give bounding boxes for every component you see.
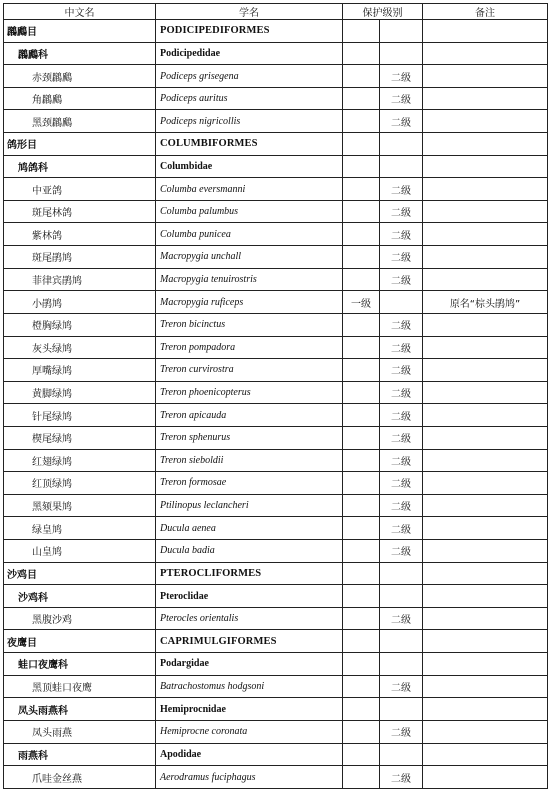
remarks-cell [423, 449, 548, 472]
table-row [4, 540, 548, 563]
chinese-name-cell: 黑腹沙鸡 [4, 607, 156, 630]
level-two-cell: 二级 [380, 87, 423, 110]
scientific-name-cell: Podicipedidae [156, 42, 343, 65]
scientific-name-cell: Pteroclidae [156, 585, 343, 608]
remarks-cell [423, 585, 548, 608]
table-row [4, 517, 548, 540]
level-one-cell [343, 449, 380, 472]
scientific-name-cell: Macropygia ruficeps [156, 291, 343, 314]
scientific-name-cell: Treron curvirostra [156, 359, 343, 382]
chinese-name-cell: 绿皇鸠 [4, 517, 156, 540]
remarks-cell [423, 223, 548, 246]
scientific-name-cell: Treron sphenurus [156, 426, 343, 449]
remarks-cell [423, 698, 548, 721]
level-one-cell [343, 653, 380, 676]
remarks-cell [423, 313, 548, 336]
level-two-cell: 二级 [380, 246, 423, 269]
level-two-cell: 二级 [380, 359, 423, 382]
level-one-cell [343, 381, 380, 404]
chinese-name-cell: 沙鸡科 [4, 585, 156, 608]
chinese-name-cell: 红翅绿鸠 [4, 449, 156, 472]
scientific-name-cell: Columba eversmanni [156, 178, 343, 201]
table-body [4, 20, 548, 789]
level-two-cell [380, 630, 423, 653]
remarks-cell [423, 268, 548, 291]
scientific-name-cell: Ducula aenea [156, 517, 343, 540]
level-one-cell [343, 42, 380, 65]
level-one-cell [343, 87, 380, 110]
header-remarks: 备注 [423, 4, 548, 20]
level-one-cell [343, 246, 380, 269]
remarks-cell [423, 133, 548, 156]
header-scientific-name: 学名 [156, 4, 343, 20]
chinese-name-cell: 夜鹰目 [4, 630, 156, 653]
scientific-name-cell: Podargidae [156, 653, 343, 676]
level-one-cell: 一级 [343, 291, 380, 314]
chinese-name-cell: 角鸊鷉 [4, 87, 156, 110]
chinese-name-cell: 紫林鸽 [4, 223, 156, 246]
chinese-name-cell: 灰头绿鸠 [4, 336, 156, 359]
level-one-cell [343, 698, 380, 721]
chinese-name-cell: 黑颈鸊鷉 [4, 110, 156, 133]
remarks-cell [423, 155, 548, 178]
table-row [4, 336, 548, 359]
remarks-cell [423, 517, 548, 540]
chinese-name-cell: 鸠鸽科 [4, 155, 156, 178]
level-one-cell [343, 223, 380, 246]
chinese-name-cell: 鸊鷉目 [4, 20, 156, 43]
chinese-name-cell: 黑顶蛙口夜鹰 [4, 675, 156, 698]
chinese-name-cell: 爪哇金丝燕 [4, 766, 156, 789]
family-row [4, 42, 548, 65]
level-two-cell: 二级 [380, 381, 423, 404]
scientific-name-cell: Podiceps auritus [156, 87, 343, 110]
table-row [4, 381, 548, 404]
level-one-cell [343, 720, 380, 743]
chinese-name-cell: 楔尾绿鸠 [4, 426, 156, 449]
level-two-cell: 二级 [380, 517, 423, 540]
family-row [4, 653, 548, 676]
remarks-cell [423, 20, 548, 43]
level-two-cell: 二级 [380, 110, 423, 133]
level-one-cell [343, 133, 380, 156]
scientific-name-cell: Macropygia tenuirostris [156, 268, 343, 291]
level-one-cell [343, 404, 380, 427]
table-row [4, 675, 548, 698]
level-two-cell: 二级 [380, 223, 423, 246]
scientific-name-cell: Treron pompadora [156, 336, 343, 359]
level-one-cell [343, 178, 380, 201]
table-header-row [4, 4, 548, 20]
remarks-cell [423, 630, 548, 653]
level-two-cell [380, 133, 423, 156]
table-row [4, 607, 548, 630]
remarks-cell [423, 766, 548, 789]
table-row [4, 223, 548, 246]
remarks-cell [423, 65, 548, 88]
chinese-name-cell: 凤头雨燕科 [4, 698, 156, 721]
level-one-cell [343, 268, 380, 291]
remarks-cell [423, 110, 548, 133]
table-row [4, 472, 548, 495]
scientific-name-cell: Hemiprocnidae [156, 698, 343, 721]
level-two-cell: 二级 [380, 472, 423, 495]
table-row [4, 268, 548, 291]
scientific-name-cell: Treron sieboldii [156, 449, 343, 472]
level-one-cell [343, 20, 380, 43]
level-two-cell [380, 743, 423, 766]
level-one-cell [343, 585, 380, 608]
chinese-name-cell: 鸽形目 [4, 133, 156, 156]
level-two-cell: 二级 [380, 65, 423, 88]
chinese-name-cell: 雨燕科 [4, 743, 156, 766]
family-row [4, 698, 548, 721]
chinese-name-cell: 中亚鸽 [4, 178, 156, 201]
level-one-cell [343, 630, 380, 653]
table-row [4, 720, 548, 743]
header-chinese-name: 中文名 [4, 4, 156, 20]
chinese-name-cell: 针尾绿鸠 [4, 404, 156, 427]
table-row [4, 404, 548, 427]
scientific-name-cell: Pterocles orientalis [156, 607, 343, 630]
scientific-name-cell: Podiceps nigricollis [156, 110, 343, 133]
level-one-cell [343, 743, 380, 766]
table-row [4, 178, 548, 201]
table-row [4, 246, 548, 269]
remarks-cell [423, 607, 548, 630]
level-one-cell [343, 426, 380, 449]
scientific-name-cell: Hemiprocne coronata [156, 720, 343, 743]
chinese-name-cell: 厚嘴绿鸠 [4, 359, 156, 382]
table-row [4, 494, 548, 517]
level-one-cell [343, 540, 380, 563]
table-row [4, 65, 548, 88]
chinese-name-cell: 黄脚绿鸠 [4, 381, 156, 404]
level-one-cell [343, 766, 380, 789]
remarks-cell [423, 87, 548, 110]
remarks-cell [423, 426, 548, 449]
scientific-name-cell: Aerodramus fuciphagus [156, 766, 343, 789]
remarks-cell [423, 653, 548, 676]
level-two-cell [380, 291, 423, 314]
table-row [4, 291, 548, 314]
level-two-cell: 二级 [380, 426, 423, 449]
table-row [4, 313, 548, 336]
level-one-cell [343, 336, 380, 359]
remarks-cell [423, 336, 548, 359]
level-two-cell [380, 42, 423, 65]
remarks-cell [423, 472, 548, 495]
remarks-cell [423, 494, 548, 517]
scientific-name-cell: Columba palumbus [156, 200, 343, 223]
remarks-cell [423, 675, 548, 698]
level-two-cell: 二级 [380, 675, 423, 698]
remarks-cell [423, 743, 548, 766]
level-one-cell [343, 517, 380, 540]
level-two-cell: 二级 [380, 268, 423, 291]
level-one-cell [343, 562, 380, 585]
scientific-name-cell: Macropygia unchall [156, 246, 343, 269]
family-row [4, 585, 548, 608]
chinese-name-cell: 黑颏果鸠 [4, 494, 156, 517]
table-row [4, 87, 548, 110]
header-protection-level: 保护级别 [343, 4, 423, 20]
scientific-name-cell: Columba punicea [156, 223, 343, 246]
level-one-cell [343, 313, 380, 336]
level-one-cell [343, 200, 380, 223]
scientific-name-cell: Treron bicinctus [156, 313, 343, 336]
chinese-name-cell: 小鹃鸠 [4, 291, 156, 314]
chinese-name-cell: 橙胸绿鸠 [4, 313, 156, 336]
table-row [4, 449, 548, 472]
level-two-cell [380, 585, 423, 608]
remarks-cell [423, 246, 548, 269]
level-two-cell [380, 562, 423, 585]
species-protection-table [3, 3, 548, 789]
level-two-cell: 二级 [380, 200, 423, 223]
level-two-cell: 二级 [380, 404, 423, 427]
chinese-name-cell: 赤颈鸊鷉 [4, 65, 156, 88]
chinese-name-cell: 山皇鸠 [4, 540, 156, 563]
chinese-name-cell: 沙鸡目 [4, 562, 156, 585]
level-two-cell: 二级 [380, 607, 423, 630]
scientific-name-cell: PODICIPEDIFORMES [156, 20, 343, 43]
remarks-cell [423, 359, 548, 382]
remarks-cell [423, 404, 548, 427]
level-one-cell [343, 675, 380, 698]
table-row [4, 359, 548, 382]
remarks-cell [423, 540, 548, 563]
order-row [4, 133, 548, 156]
remarks-cell: 原名“棕头鹃鸠” [423, 291, 548, 314]
level-two-cell: 二级 [380, 178, 423, 201]
remarks-cell [423, 178, 548, 201]
species-protection-table-page [3, 3, 547, 789]
level-two-cell [380, 155, 423, 178]
level-two-cell: 二级 [380, 494, 423, 517]
scientific-name-cell: Treron apicauda [156, 404, 343, 427]
chinese-name-cell: 凤头雨燕 [4, 720, 156, 743]
level-two-cell [380, 653, 423, 676]
level-two-cell [380, 20, 423, 43]
scientific-name-cell: COLUMBIFORMES [156, 133, 343, 156]
scientific-name-cell: Ducula badia [156, 540, 343, 563]
family-row [4, 155, 548, 178]
chinese-name-cell: 斑尾林鸽 [4, 200, 156, 223]
level-one-cell [343, 472, 380, 495]
level-one-cell [343, 65, 380, 88]
table-row [4, 766, 548, 789]
remarks-cell [423, 200, 548, 223]
scientific-name-cell: Ptilinopus leclancheri [156, 494, 343, 517]
scientific-name-cell: Treron formosae [156, 472, 343, 495]
level-one-cell [343, 110, 380, 133]
level-one-cell [343, 155, 380, 178]
level-one-cell [343, 607, 380, 630]
chinese-name-cell: 鸊鷉科 [4, 42, 156, 65]
order-row [4, 20, 548, 43]
level-two-cell: 二级 [380, 313, 423, 336]
remarks-cell [423, 720, 548, 743]
level-one-cell [343, 359, 380, 382]
level-one-cell [343, 494, 380, 517]
level-two-cell: 二级 [380, 449, 423, 472]
scientific-name-cell: CAPRIMULGIFORMES [156, 630, 343, 653]
order-row [4, 562, 548, 585]
chinese-name-cell: 菲律宾鹃鸠 [4, 268, 156, 291]
level-two-cell: 二级 [380, 766, 423, 789]
scientific-name-cell: Apodidae [156, 743, 343, 766]
scientific-name-cell: Batrachostomus hodgsoni [156, 675, 343, 698]
level-two-cell [380, 698, 423, 721]
scientific-name-cell: Treron phoenicopterus [156, 381, 343, 404]
scientific-name-cell: Podiceps grisegena [156, 65, 343, 88]
table-row [4, 426, 548, 449]
level-two-cell: 二级 [380, 720, 423, 743]
family-row [4, 743, 548, 766]
remarks-cell [423, 381, 548, 404]
scientific-name-cell: Columbidae [156, 155, 343, 178]
order-row [4, 630, 548, 653]
remarks-cell [423, 42, 548, 65]
scientific-name-cell: PTEROCLIFORMES [156, 562, 343, 585]
chinese-name-cell: 红顶绿鸠 [4, 472, 156, 495]
level-two-cell: 二级 [380, 336, 423, 359]
chinese-name-cell: 蛙口夜鹰科 [4, 653, 156, 676]
chinese-name-cell: 斑尾鹃鸠 [4, 246, 156, 269]
level-two-cell: 二级 [380, 540, 423, 563]
remarks-cell [423, 562, 548, 585]
table-row [4, 200, 548, 223]
table-row [4, 110, 548, 133]
